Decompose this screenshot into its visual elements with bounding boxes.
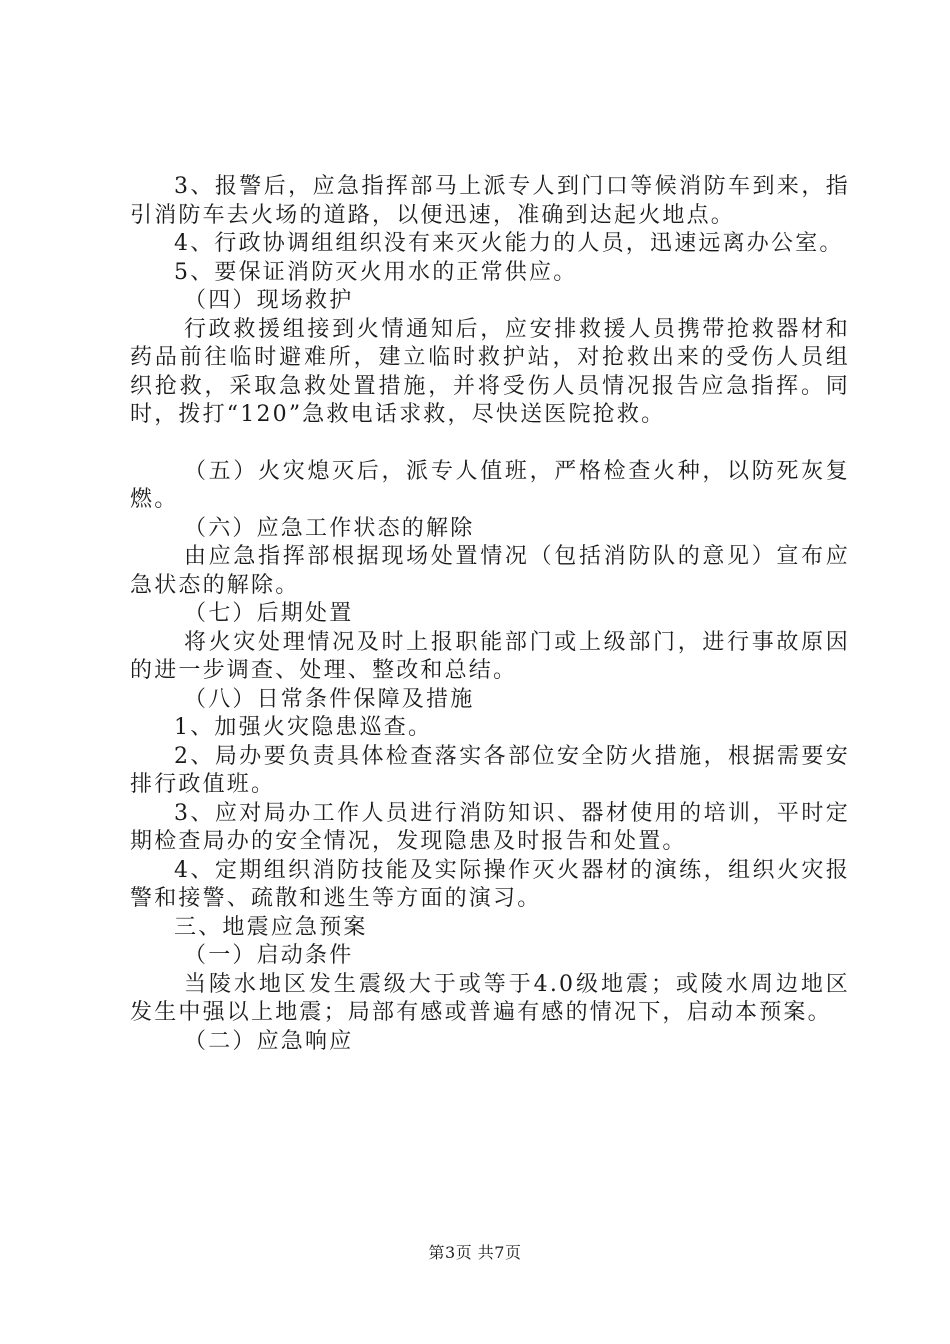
section-heading-earthquake: 三、地震应急预案 bbox=[174, 914, 368, 940]
paragraph-daily-1: 1、加强火灾隐患巡查。 bbox=[174, 715, 433, 740]
paragraph-start-condition: 当陵水地区发生震级大于或等于4.0级地震；或陵水周边地区发生中强以上地震；局部有感或普遍有感的情况下，启动本预案。 bbox=[130, 971, 850, 1025]
section-heading-response: （二）应急响应 bbox=[184, 1028, 354, 1054]
section-heading-daily: （八）日常条件保障及措施 bbox=[184, 686, 475, 712]
paragraph-alarm-guide: 3、报警后，应急指挥部马上派专人到门口等候消防车到来，指引消防车去火场的道路，以便迅速，准确到达起火地点。 bbox=[130, 174, 850, 228]
document-body bbox=[130, 173, 850, 1056]
paragraph-after-fire: （五）火灾熄灭后，派专人值班，严格检查火种，以防死灰复燃。 bbox=[130, 458, 850, 512]
paragraph-rescue: 行政救援组接到火情通知后，应安排救援人员携带抢救器材和药品前往临时避难所，建立临时救护站，对抢救出来的受伤人员组织抢救，采取急救处置措施，并将受伤人员情况报告应急指挥。同时，拨打“120”急救电话求救，尽快送医院抢救。 bbox=[130, 316, 850, 427]
paragraph-gap bbox=[130, 430, 850, 458]
paragraph-release: 由应急指挥部根据现场处置情况（包括消防队的意见）宣布应急状态的解除。 bbox=[130, 544, 850, 598]
section-heading-rescue: （四）现场救护 bbox=[184, 288, 354, 313]
paragraph-daily-4: 4、定期组织消防技能及实际操作灭火器材的演练，组织火灾报警和接警、疏散和逃生等方面的演习。 bbox=[130, 857, 850, 911]
paragraph-post: 将火灾处理情况及时上报职能部门或上级部门，进行事故原因的进一步调查、处理、整改和总结。 bbox=[130, 629, 850, 683]
paragraph-daily-3: 3、应对局办工作人员进行消防知识、器材使用的培训，平时定期检查局办的安全情况，发现隐患及时报告和处置。 bbox=[130, 800, 850, 854]
section-heading-start-condition: （一）启动条件 bbox=[184, 943, 354, 968]
section-heading-post: （七）后期处置 bbox=[184, 601, 354, 626]
paragraph-water-supply: 5、要保证消防灭火用水的正常供应。 bbox=[174, 259, 578, 285]
page-footer: 第3页 共7页 bbox=[428, 1243, 522, 1262]
paragraph-daily-2: 2、局办要负责具体检查落实各部位安全防火措施，根据需要安排行政值班。 bbox=[130, 743, 850, 797]
section-heading-release: （六）应急工作状态的解除 bbox=[184, 515, 475, 541]
paragraph-evacuate-staff: 4、行政协调组组织没有来灭火能力的人员，迅速远离办公室。 bbox=[174, 231, 844, 256]
